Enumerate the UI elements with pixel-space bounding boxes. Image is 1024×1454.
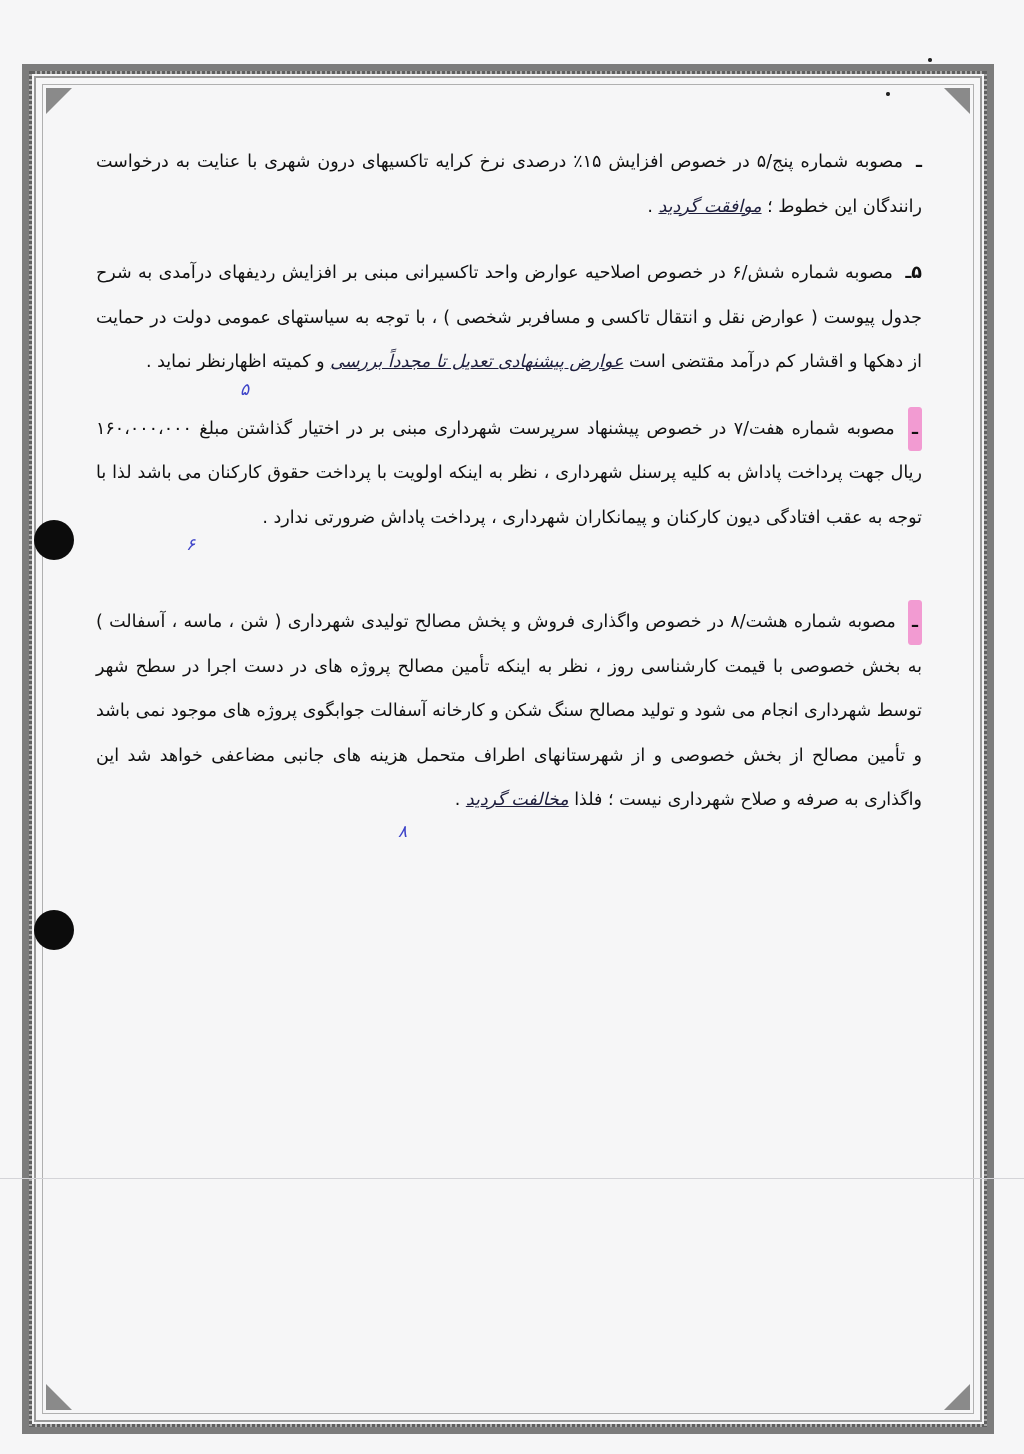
resolution-7 bbox=[96, 407, 922, 541]
punch-hole-icon bbox=[34, 520, 74, 560]
margin-note-handwritten: ۶ bbox=[186, 535, 196, 555]
resolution-text: مصوبه شماره پنج/۵ در خصوص افزایش ۱۵٪ درصدی نرخ کرایه تاکسیهای درون شهری با عنایت به درخواست رانندگان این خطوط ؛ bbox=[96, 152, 922, 217]
corner-ornament-top-left bbox=[46, 88, 72, 114]
highlight-marker: ـ bbox=[908, 600, 922, 645]
resolution-8 bbox=[96, 600, 922, 823]
bullet-dash: ـ bbox=[916, 152, 922, 172]
margin-note-handwritten: ۸ bbox=[398, 822, 408, 842]
resolution-6 bbox=[96, 251, 922, 385]
punch-hole-icon bbox=[34, 910, 74, 950]
paper-fold-line bbox=[0, 1178, 1024, 1179]
resolution-tail: . bbox=[454, 790, 466, 810]
highlight-marker: ـ bbox=[908, 407, 922, 452]
resolution-text: مصوبه شماره هفت/۷ در خصوص پیشنهاد سرپرست شهرداری مبنی بر در اختیار گذاشتن مبلغ ۱۶۰،۰۰۰،۰۰۰ ریال جهت پرداخت پاداش به کلیه پرسنل شهرداری ، نظر به اینکه اولویت با پرداخت حقوق کارکنان می باشد لذا با توجه به عقب افتادگی دیون کارکنان و پیمانکاران شهرداری ، پرداخت پاداش ضرورتی ندارد . bbox=[96, 418, 922, 528]
document-body bbox=[96, 140, 922, 823]
handwritten-rejection: مخالفت گردید bbox=[465, 790, 569, 810]
bullet-handwritten-number: ۵ـ bbox=[905, 263, 922, 283]
corner-ornament-top-right bbox=[944, 88, 970, 114]
corner-ornament-bottom-left bbox=[46, 1384, 72, 1410]
resolution-text: مصوبه شماره هشت/۸ در خصوص واگذاری فروش و پخش مصالح تولیدی شهرداری ( شن ، ماسه ، آسفالت ) به بخش خصوصی با قیمت کارشناسی روز ، نظر به اینکه تأمین مصالح پروژه های در دست اجرا در سطح شهر توسط شهرداری انجام می شود و تولید مصالح سنگ شکن و کارخانه آسفالت جوابگوی پروژه های موجود نمی باشد و تأمین مصالح از بخش خصوصی و از شهرستانهای اطراف متحمل هزینه های جانبی مضاعفی خواهد شد این واگذاری به صرفه و صلاح شهرداری نیست ؛ فلذا bbox=[96, 612, 922, 810]
ink-speck bbox=[886, 92, 890, 96]
resolution-tail: و کمیته اظهارنظر نماید . bbox=[146, 352, 331, 372]
handwritten-approval: موافقت گردید bbox=[658, 196, 762, 217]
ink-speck bbox=[928, 58, 932, 62]
margin-note-handwritten: ۵ bbox=[240, 380, 250, 400]
resolution-text: مصوبه شماره شش/۶ در خصوص اصلاحیه عوارض واحد تاکسیرانی مبنی بر افزایش ردیفهای درآمدی به شرح جدول پیوست ( عوارض نقل و انتقال تاکسی و مسافربر شخصی ) ، با توجه به سیاستهای عمومی دولت در حمایت از دهکها و اقشار کم درآمد مقتضی است bbox=[96, 263, 922, 372]
resolution-tail: . bbox=[647, 196, 659, 217]
corner-ornament-bottom-right bbox=[944, 1384, 970, 1410]
resolution-5 bbox=[96, 140, 922, 229]
handwritten-amendment: عوارض پیشنهادی تعدیل تا مجدداً بررسی bbox=[330, 352, 624, 372]
